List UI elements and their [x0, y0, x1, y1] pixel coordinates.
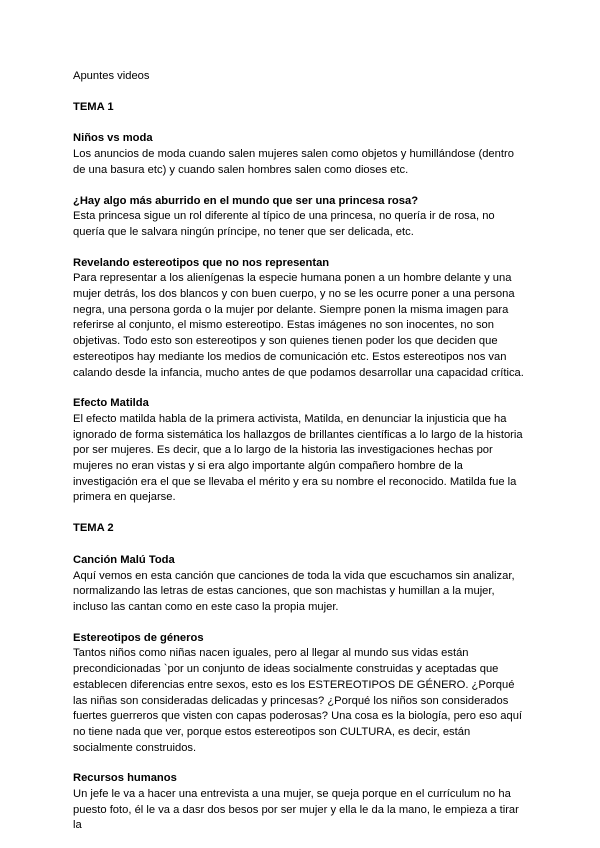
section-title: Canción Malú Toda [73, 553, 175, 566]
section-title: Efecto Matilda [73, 397, 149, 410]
document-title: Apuntes videos [73, 70, 150, 82]
section-revelando-estereotipos [73, 256, 528, 382]
section-ninos-vs-moda [73, 131, 528, 178]
section-body: Un jefe le va a hacer una entrevista a una mujer, se queja porque en el currículum no ha puesto foto, él le va a dasr dos besos por ser mujer y ella le da la mano, le empieza a tirar la [73, 788, 519, 832]
section-body: El efecto matilda habla de la primera activista, Matilda, en denunciar la injusticia que ha ignorado de forma sistemática los hallazgos de brillantes científicas a lo largo de la historia por ser mujeres. Es decir, que a lo largo de la historia las investigaciones hechas por mujeres no eran vistas y si era algo importante algún compañero hombre de la investigación era el que se llevaba el mérito y era su nombre el reconocido. Matilda fue la primera en quejarse. [73, 412, 523, 504]
section-estereotipos-generos [73, 631, 528, 757]
section-title: Revelando estereotipos que no nos representan [73, 256, 330, 269]
tema-1-heading: TEMA 1 [73, 100, 114, 113]
section-title: Estereotipos de géneros [73, 631, 204, 644]
section-title: Niños vs moda [73, 132, 153, 145]
section-body: Aquí vemos en esta canción que canciones de toda la vida que escuchamos sin analizar, normalizando las letras de estas canciones, que son machistas y humillan a la mujer, incluso las cantan como en este caso la propia mujer. [73, 569, 515, 613]
section-cancion-malu [73, 553, 528, 616]
section-recursos-humanos [73, 771, 528, 834]
section-body: Esta princesa sigue un rol diferente al típico de una princesa, no quería ir de rosa, no quería que le salvara ningún príncipe, no tener que ser delicada, etc. [73, 210, 495, 238]
section-title: ¿Hay algo más aburrido en el mundo que ser una princesa rosa? [73, 194, 419, 207]
section-title: Recursos humanos [73, 772, 177, 785]
section-princesa-rosa [73, 194, 528, 241]
section-body: Los anuncios de moda cuando salen mujeres salen como objetos y humillándose (dentro de una basura etc) y cuando salen hombres salen como dioses etc. [73, 148, 514, 176]
section-body: Tantos niños como niñas nacen iguales, pero al llegar al mundo sus vidas están precondicionadas `por un conjunto de ideas socialmente construidas y aceptadas que establecen diferencias entre sexos, esto es los ESTEREOTIPOS DE GÉNERO. ¿Porqué las niñas son consideradas delicadas y princesas? ¿Porqué los niños son considerados fuertes guerreros que visten con capas poderosas? Una cosa es la biología, pero eso aquí no tiene nada que ver, porque estos estereotipos son CULTURA, es decir, están socialmente construidos. [73, 647, 523, 754]
section-efecto-matilda [73, 396, 528, 506]
section-body: Para representar a los alienígenas la especie humana ponen a un hombre delante y una mujer detrás, los dos blancos y con buen cuerpo, y no se les ocurre poner a una persona negra, una persona gorda o la mujer por delante. Siempre ponen la misma imagen para referirse al conjunto, el mismo estereotipo. Estas imágenes no son inocentes, no son objetivas. Todo esto son estereotipos y son quienes tienen poder los que deciden que estereotipos hay mediante los medios de comunicación etc. Estos estereotipos nos van calando desde la infancia, mucho antes de que podamos desarrollar una capacidad crítica. [73, 272, 524, 379]
tema-2-heading: TEMA 2 [73, 522, 114, 535]
